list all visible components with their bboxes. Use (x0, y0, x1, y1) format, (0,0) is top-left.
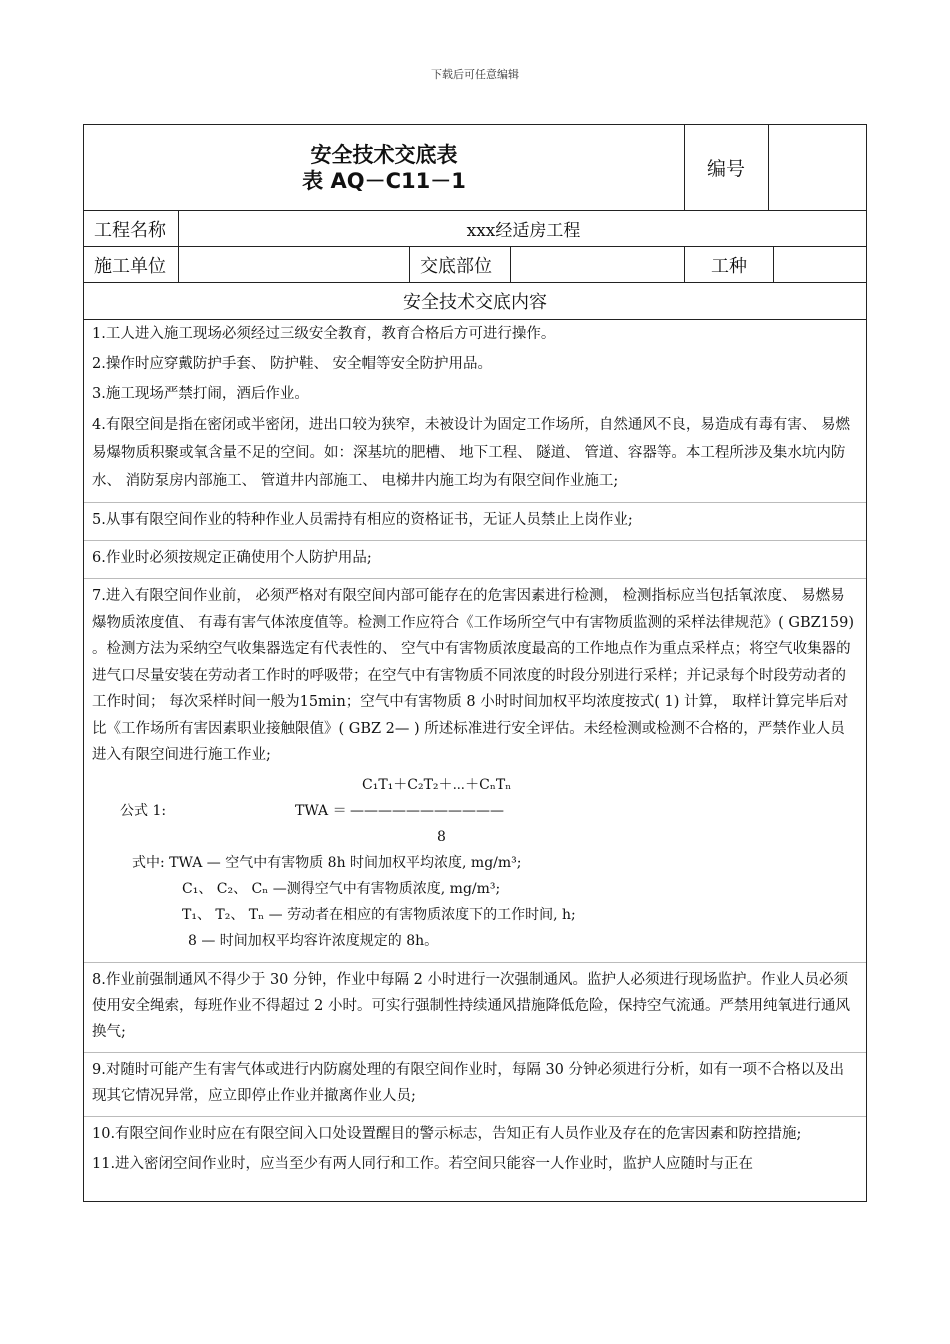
item-9: 9.对随时可能产生有害气体或进行内防腐处理的有限空间作业时，每隔 30 分钟必须进行分析，如有一项不合格以及出现其它情况异常，应立即停止作业并撤离作业人员; (92, 1061, 844, 1104)
item-1: 1.工人进入施工现场必须经过三级安全教育，教育合格后方可进行操作。 (92, 326, 556, 342)
form-title: 安全技术交底表 (310, 142, 458, 167)
definition-8: 8 — 时间加权平均容许浓度规定的 8h。 (188, 932, 439, 949)
item-3: 3.施工现场严禁打闹，酒后作业。 (92, 386, 309, 402)
item-11: 11.进入密闭空间作业时，应当至少有两人同行和工作。若空间只能容一人作业时，监护人应随时与正在 (92, 1155, 754, 1172)
formula-denominator: 8 (437, 828, 446, 845)
form-title-block (84, 125, 684, 210)
formula-label: 公式 1: (120, 802, 167, 819)
content-heading-row (84, 283, 866, 320)
briefing-content (84, 320, 866, 1180)
construction-unit-label: 施工单位 (94, 255, 166, 277)
formula-twa: TWA ＝ (295, 802, 347, 819)
content-heading: 安全技术交底内容 (403, 292, 547, 313)
unit-row (84, 247, 866, 283)
item-7: 7.进入有限空间作业前， 必须严格对有限空间内部可能存在的危害因素进行检测， 检测指标应当包括氧浓度、 易燃易爆物质浓度值、 有毒有害气体浓度值等。检测工作应符合《工作场所空气中有害物质监测的采样法律规范》( GBZ159) 。检测方法为采纳空气收集器选定有代表性的、 空气中有害物质浓度最高的工作地点作为重点采样点；将空气收集器的进气口尽量安装在劳动者工作时的呼吸带；在空气中有害物质不同浓度的时段分别进行采样；并记录每个时段劳动者的工作时间； 每次采样时间一般为15min；空气中有害物质 8 小时时间加权平均浓度按式( 1) 计算， 取样计算完毕后对比《工作场所有害因素职业接触限值》( GBZ 2— ) 所述标准进行安全评估。未经检测或检测不合格的，严禁作业人员进入有限空间进行施工作业; (92, 588, 855, 763)
number-value[interactable] (769, 125, 867, 210)
formula-definitions (92, 850, 858, 954)
project-name-value[interactable]: xxx经适房工程 (466, 221, 581, 241)
definition-c: C₁、 C₂、 Cₙ —测得空气中有害物质浓度, mg/m³; (182, 880, 501, 897)
header-note: 下载后可任意编辑 (431, 68, 519, 81)
construction-unit-value[interactable] (179, 247, 409, 282)
trade-value[interactable] (774, 247, 867, 282)
number-label: 编号 (706, 158, 745, 180)
item-6: 6.作业时必须按规定正确使用个人防护用品; (92, 550, 372, 566)
formula-fraction-bar: ——————————— (350, 802, 504, 819)
safety-briefing-form (83, 124, 867, 1202)
item-4: 4.有限空间是指在密闭或半密闭，进出口较为狭窄，未被设计为固定工作场所，自然通风不良，易造成有毒有害、 易燃易爆物质积聚或氧含量不足的空间。如：深基坑的肥槽、 地下工程、 隧道、 管道、容器等。本工程所涉及集水坑内防水、 消防泵房内部施工、 管道井内部施工、 电梯井内施工均为有限空间作业施工; (92, 417, 850, 489)
item-10: 10.有限空间作业时应在有限空间入口处设置醒目的警示标志，告知正有人员作业及存在的危害因素和防控措施; (92, 1125, 802, 1142)
item-5: 5.从事有限空间作业的特种作业人员需持有相应的资格证书，无证人员禁止上岗作业; (92, 512, 633, 528)
briefing-part-label: 交底部位 (420, 255, 492, 277)
form-code: 表 AQ－C11－1 (302, 168, 466, 193)
item-2: 2.操作时应穿戴防护手套、 防护鞋、 安全帽等安全防护用品。 (92, 356, 493, 372)
definition-t: T₁、 T₂、 Tₙ — 劳动者在相应的有害物质浓度下的工作时间, h; (182, 906, 576, 923)
project-name-label: 工程名称 (94, 219, 166, 241)
trade-label: 工种 (711, 255, 747, 277)
formula-numerator: C₁T₁＋C₂T₂＋⋯＋CₙTₙ (362, 776, 512, 793)
twa-formula (92, 772, 858, 850)
definition-twa: 式中: TWA — 空气中有害物质 8h 时间加权平均浓度, mg/m³; (132, 854, 522, 871)
item-8: 8.作业前强制通风不得少于 30 分钟，作业中每隔 2 小时进行一次强制通风。监护人必须进行现场监护。作业人员必须使用安全绳索，每班作业不得超过 2 小时。可实行强制性持续通风措施降低危险，保持空气流通。严禁用纯氧进行通风换气; (92, 971, 850, 1040)
title-row (84, 125, 866, 211)
briefing-part-value[interactable] (511, 247, 684, 282)
project-name-row (84, 211, 866, 247)
